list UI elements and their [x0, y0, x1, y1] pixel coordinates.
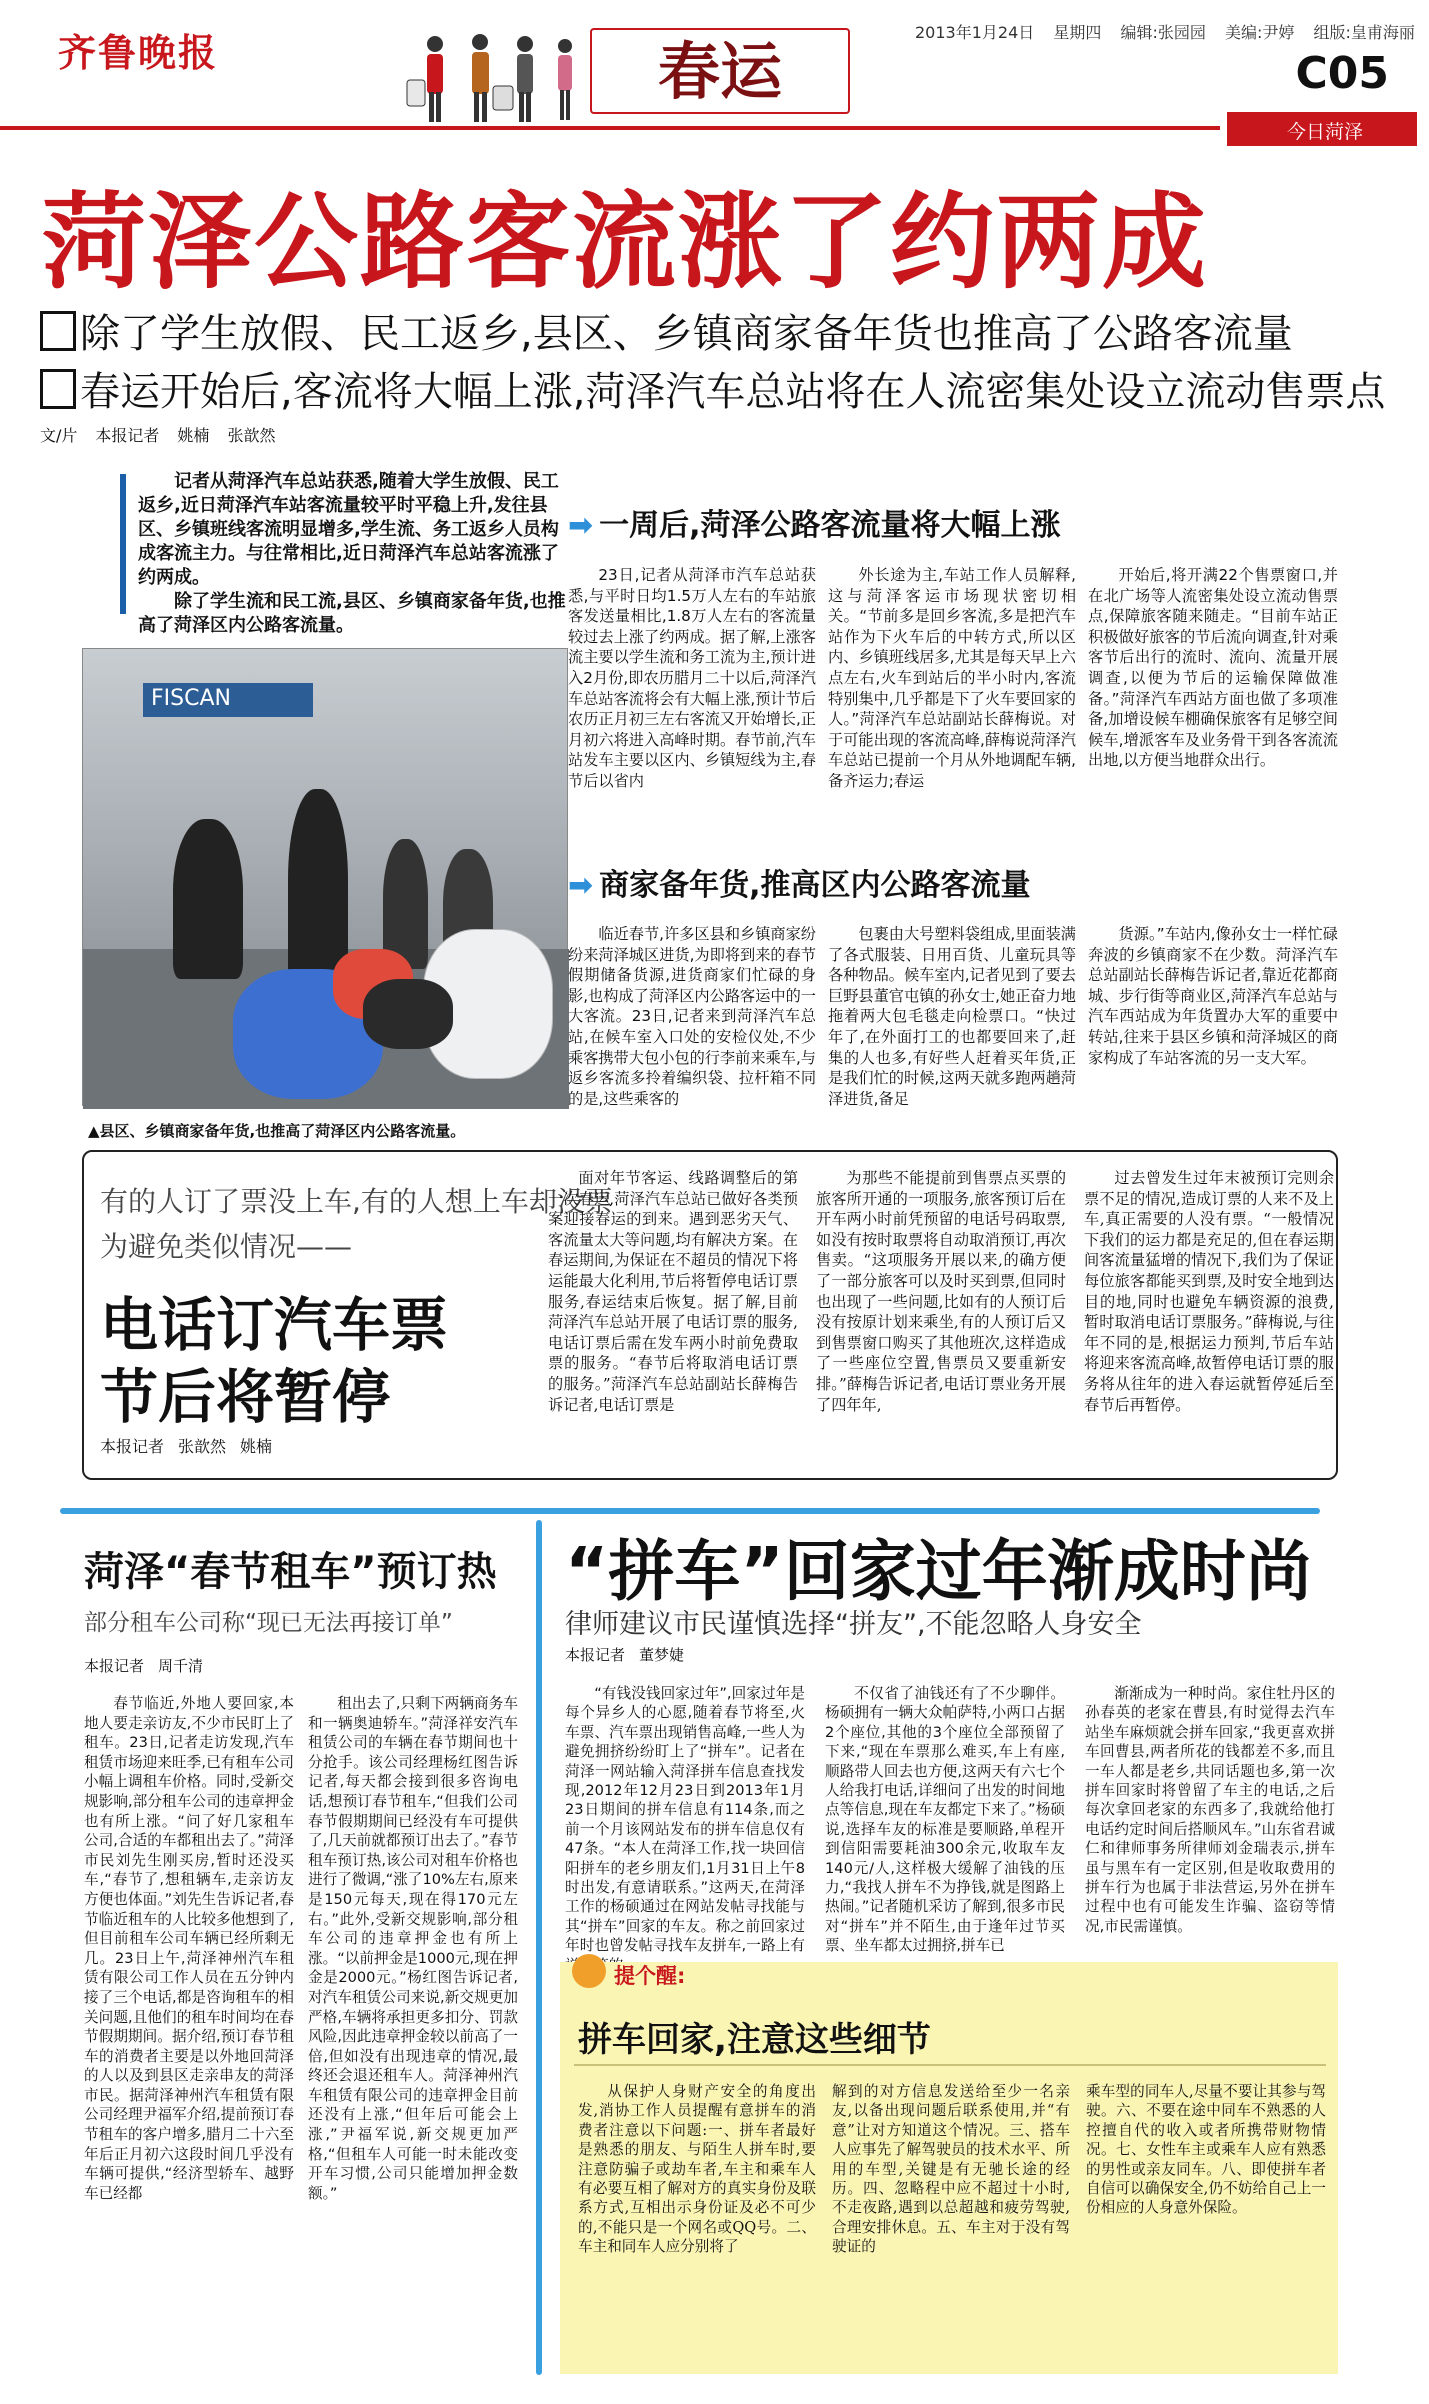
carpool-subhead: 律师建议市民谨慎选择“拼友”,不能忽略人身安全: [565, 1609, 1142, 1640]
newspaper-logo: 齐鲁晚报: [58, 30, 219, 75]
lead-section-2-col-3: 货源。”车站内,像孙女士一样忙碌奔波的乡镇商家不在少数。菏泽汽车总站副站长薛梅告诉记者,靠近花都商城、步行街等商业区,菏泽汽车总站与汽车西站成为年货置办大军的重要中转站,往来于县区乡镇和菏泽城区的商家构成了车站客流的另一支大军。: [1088, 925, 1338, 1067]
lead-section-1-col-1: 23日,记者从菏泽市汽车总站获悉,与平时日均1.5万人左右的车站旅客发送量相比,1.8万人左右的客流量较过去上涨了约两成。据了解,上涨客流主要以学生流和务工流为主,预计进入2月份,即农历腊月二十以后,菏泽汽车总站客流将会有大幅上涨,预计节后农历正月初三左右客流又开始增长,正月初六将进入高峰时期。春节前,汽车站发车主要以区内、乡镇短线为主,春节后以省内: [568, 566, 816, 790]
issue-weekday: 星期四: [1053, 23, 1102, 42]
carpool-col-3: 渐渐成为一种时尚。家住牡丹区的孙春英的老家在曹县,有时觉得去汽车站坐车麻烦就会拼车回家,“我更喜欢拼车回曹县,两者所花的钱都差不多,而且一车人都是老乡,共同话题也多,第一次拼车回家时将曾留了车主的电话,之后每次拿回老家的东西多了,我就给他打电话约定时间后搭顺风车。”山东省君诚仁和律师事务所律师刘金瑞表示,拼车虽与黑车有一定区别,但是收取费用的拼车行为也属于非法营运,另外在拼车过程中也有可能发生诈骗、盗窃等情况,市民需谨慎。: [1085, 1685, 1335, 1935]
phone-booking-kicker-1: 有的人订了票没上车,有的人想上车却没票: [100, 1185, 613, 1218]
security-scanner-sign: FISCAN: [143, 683, 313, 717]
rental-col-1: 春节临近,外地人要回家,本地人要走亲访友,不少市民盯上了租车。23日,记者走访发现,汽车租赁市场迎来旺季,已有租车公司小幅上调租车价格。同时,受新交规影响,部分租车公司的违章押金也有所上涨。“问了好几家租车公司,合适的车都租出去了。”菏泽市民刘先生刚买房,暂时还没买车,“春节了,想租辆车,走亲访友方便也体面。”刘先生告诉记者,春节临近租车的人比较多他想到了,但目前租车公司车辆已经所剩无几。23日上午,菏泽神州汽车租赁有限公司工作人员在五分钟内接了三个电话,都是咨询租车的相关问题,且他们的租车时间均在春节假期期间。据介绍,预订春节租车的消费者主要是以外地回菏泽的人以及到县区走亲串友的菏泽市民。据菏泽神州汽车租赁有限公司经理尹福军介绍,提前预订春节租车的客户增多,腊月二十六至年后正月初六这段时间几乎没有车辆可提供,“经济型轿车、越野车已经都: [84, 1695, 294, 2202]
masthead: [0, 0, 1417, 150]
lead-section-1-title: ➡ 一周后,菏泽公路客流量将大幅上涨: [568, 508, 1061, 543]
carpool-byline: 本报记者 董梦婕: [565, 1646, 685, 1664]
phone-booking-kicker-2: 为避免类似情况——: [100, 1230, 353, 1263]
section-band: [0, 112, 1417, 146]
rental-col-2: 租出去了,只剩下两辆商务车和一辆奥迪轿车。”菏泽祥安汽车租赁公司的车辆在春节期间也十分抢手。该公司经理杨红图告诉记者,每天都会接到很多咨询电话,想预订春节租车,“但我们公司春节假期期间已经没有车可提供了,几天前就都预订出去了。”春节租车预订热,该公司对租车价格也进行了微调,“涨了10%左右,原来是150元每天,现在得170元左右。”此外,受新交规影响,部分租车公司的违章押金也有所上涨。“以前押金是1000元,现在押金是2000元。”杨红图告诉记者,对汽车租赁公司来说,新交规更加严格,车辆将承担更多扣分、罚款风险,因此违章押金较以前高了一倍,但如没有出现违章的情况,最终还会退还租车人。菏泽神州汽车租赁有限公司的违章押金目前还没有上涨,“但年后可能会上涨,”尹福军说,新交规更加严格,“但租车人可能一时未能改变开车习惯,公司只能增加押金数额。”: [308, 1695, 518, 2202]
phone-booking-col-2: 为那些不能提前到售票点买票的旅客所开通的一项服务,旅客预订后在开车两小时前凭预留的电话号码取票,如没有按时取票将自动取消预订,再次售卖。“这项服务开展以来,的确方便了一部分旅客可以及时买到票,但同时也出现了一些问题,比如有的人预订后没有按原计划来乘坐,有的人预订后又到售票窗口购买了其他班次,这样造成了一些座位空置,售票员又要重新安排。”薛梅告诉记者,电话订票业务开展了四年年,: [816, 1169, 1066, 1414]
carpool-headline: “拼车”回家过年渐成时尚: [565, 1533, 1312, 1610]
section-title: 春运: [590, 28, 850, 114]
lead-section-1-col-2: 外长途为主,车站工作人员解释,这与菏泽客运市场现状密切相关。“节前多是回乡客流,多是把汽车站作为下火车后的中转方式,所以区内、乡镇班线居多,尤其是每天早上六点左右,火车到站后的半小时内,客流特别集中,几乎都是下了火车要回家的人。”菏泽汽车总站副站长薛梅说。对于可能出现的客流高峰,薛梅说菏泽汽车总站已提前一个月从外地调配车辆,备齐运力;春运: [828, 566, 1076, 790]
blue-frame-divider: [536, 1520, 542, 2375]
layout-credit: 组版:皇甫海丽: [1313, 23, 1415, 42]
tips-col-2: 解到的对方信息发送给至少一名亲友,以备出现问题后联系使用,并“有意”让对方知道这个情况。三、搭车人应事先了解驾驶员的技术水平、所用的车型,关键是有无驰长途的经历。四、忽略程中应不超过十小时,不走夜路,遇到以总超越和疲劳驾驶,合理安排休息。五、车主对于没有驾驶证的: [832, 2083, 1070, 2256]
rental-subhead: 部分租车公司称“现已无法再接订单”: [84, 1610, 453, 1636]
lead-headline: 菏泽公路客流涨了约两成: [42, 181, 1209, 303]
arrow-right-icon: ➡: [568, 508, 594, 543]
lead-section-2-title: ➡ 商家备年货,推高区内公路客流量: [568, 868, 1031, 903]
lead-subhead-1: 除了学生放假、民工返乡,县区、乡镇商家备年货也推高了公路客流量: [40, 302, 1293, 359]
tips-title: 拼车回家,注意这些细节: [578, 2020, 931, 2060]
lead-subhead-2: 春运开始后,客流将大幅上涨,菏泽汽车总站将在人流密集处设立流动售票点: [40, 360, 1385, 417]
tips-divider: [574, 2064, 1326, 2066]
blue-frame-top: [60, 1508, 1320, 1514]
lead-byline: 文/片 本报记者 姚楠 张歆然: [40, 426, 276, 445]
phone-booking-headline-1: 电话订汽车票: [100, 1291, 449, 1359]
section-rule: [0, 126, 1220, 130]
page-meta: [915, 20, 1429, 43]
carpool-col-2: 不仅省了油钱还有了不少聊伴。杨硕拥有一辆大众帕萨特,小两口占据2个座位,其他的3个座位全部预留了下来,“现在车票那么难买,车上有座,顺路带人回去也方便,这两天有六七个人给我打电话,详细问了出发的时间地点等信息,现在车友都定下来了。”杨硕说,选择车友的标准是要顺路,单程开到信阳需要耗油300余元,收取车友140元/人,这样极大缓解了油钱的压力,“我找人拼车不为挣钱,就是图路上热闹。”记者随机采访了解到,很多市民对“拼车”并不陌生,由于逢年过节买票、坐车都太过拥挤,拼车已: [825, 1685, 1065, 1955]
lead-intro: 记者从菏泽汽车总站获悉,随着大学生放假、民工返乡,近日菏泽汽车站客流量较平时平稳上升,发往县区、乡镇班线客流明显增多,学生流、务工返乡人员构成客流主力。与往常相比,近日菏泽汽车总站客流涨了约两成。 除了学生流和民工流,县区、乡镇商家备年货,也推高了菏泽区内公路客流量。: [138, 470, 568, 638]
photo-caption: ▲县区、乡镇商家备年货,也推高了菏泽区内公路客流量。: [88, 1122, 466, 1140]
rental-byline: 本报记者 周千清: [84, 1657, 204, 1675]
carpool-col-1: “有钱没钱回家过年”,回家过年是每个异乡人的心愿,随着春节将至,火车票、汽车票出现销售高峰,一些人为避免拥挤纷纷盯上了“拼车”。记者在菏泽一网站输入菏泽拼车信息查找发现,2012年12月23日到2013年1月23日期间的拼车信息有114条,而之前一个月该网站发布的拼车信息仅有47条。“本人在菏泽工作,找一块回信阳拼车的老乡朋友们,1月31日上午8时出发,有意请联系。”这两天,在菏泽工作的杨硕通过在网站发帖寻找能与其“拼车”回家的车友。称之前回家过年时也曾发帖寻找车友拼车,一路上有: [565, 1685, 805, 1955]
rental-headline: 菏泽“春节租车”预订热: [84, 1549, 497, 1595]
lead-section-2-col-2: 包裹由大号塑料袋组成,里面装满了各式服装、日用百货、儿童玩具等各种物品。候车室内,记者见到了要去巨野县董官屯镇的孙女士,她正奋力地拖着两大包毛毯走向检票口。“快过年了,在外面打工的也都要回来了,赶集的人也多,有好些人赶着买年货,正是我们忙的时候,这两天就多跑两趟菏泽进货,备足: [828, 925, 1076, 1108]
phone-booking-byline: 本报记者 张歆然 姚楠: [100, 1437, 273, 1456]
phone-booking-col-1: 面对年节客运、线路调整后的第一次春运,菏泽汽车总站已做好各类预案迎接春运的到来。遇到恶劣天气、客流量太大等问题,均有解决方案。在春运期间,为保证在不超员的情况下将运能最大化利用,节后将暂停电话订票服务,春运结束后恢复。据了解,目前菏泽汽车总站开展了电话订票的服务,电话订票后需在发车两小时前免费取票的服务。“春节后将取消电话订票的服务。”菏泽汽车总站副站长薛梅告诉记者,电话订票是: [548, 1169, 798, 1414]
tips-label: 提个醒:: [614, 1964, 686, 1988]
editor-credit: 编辑:张园园: [1120, 23, 1206, 42]
tips-col-1: 从保护人身财产安全的角度出发,消协工作人员提醒有意拼车的消费者注意以下问题:一、拼车者最好是熟悉的朋友、与陌生人拼车时,要注意防骗子或劫车者,车主和乘车人有必要互相了解对方的真实身份及联系方式,互相出示身份证及必不可少的,不能只是一个网名或QQ号。二、车主和同车人应分别将了: [578, 2083, 816, 2256]
designer-credit: 美编:尹婷: [1224, 23, 1295, 42]
bullet-dot-icon: [572, 1954, 606, 1988]
page-number: C05: [1295, 48, 1389, 99]
issue-date: 2013年1月24日: [915, 23, 1035, 42]
tips-col-3: 乘车型的同车人,尽量不要让其参与驾驶。六、不要在途中同车不熟悉的人控擅自代的收入或者所携带财物情况。七、女性车主或乘车人应有熟悉的男性或亲友同车。八、即使拼车者自信可以确保安全,仍不妨给自己上一份相应的人身意外保险。: [1086, 2083, 1326, 2217]
arrow-right-icon: ➡: [568, 868, 594, 903]
lead-section-1-col-3: 开始后,将开满22个售票窗口,并在北广场等人流密集处设立流动售票点,保障旅客随来随走。“目前车站正积极做好旅客的节后流向调查,针对乘客节后出行的流时、流向、流量开展调查,以便为节后的运输保障做准备。”菏泽汽车西站方面也做了多项准备,加增设候车棚确保旅客有足够空间候车,增派客车及业务骨干到各客流流出地,以方便当地群众出行。: [1088, 566, 1338, 770]
traveler-figure: [173, 819, 243, 979]
lead-section-2-col-1: 临近春节,许多区县和乡镇商家纷纷来菏泽城区进货,为即将到来的春节假期储备货源,进货商家们忙碌的身影,也构成了菏泽区内公路客运中的一大客流。23日,记者来到菏泽汽车总站,在候车室入口处的安检仪处,不少乘客携带大包小包的行李前来乘车,与返乡客流多拎着编织袋、拉杆箱不同的是,这些乘客的: [568, 925, 816, 1108]
phone-booking-col-3: 过去曾发生过年末被预订完则余票不足的情况,造成订票的人来不及上车,真正需要的人没有票。“一般情况下我们的运力都是充足的,但在春运期间客流量猛增的情况下,我们为了保证每位旅客都能买到票,及时安全地到达目的地,同时也避免车辆资源的浪费,暂时取消电话订票服务。”薛梅说,与往年不同的是,根据运力预判,节后车站将迎来客流高峰,故暂停电话订票的服务将从往年的进入春运就暂停延后至春节后再暂停。: [1084, 1169, 1334, 1414]
section-tag: 今日菏泽: [1227, 112, 1417, 146]
lead-photo: [82, 648, 568, 1106]
traveler-figure: [363, 979, 453, 1049]
phone-booking-headline-2: 节后将暂停: [100, 1363, 391, 1431]
